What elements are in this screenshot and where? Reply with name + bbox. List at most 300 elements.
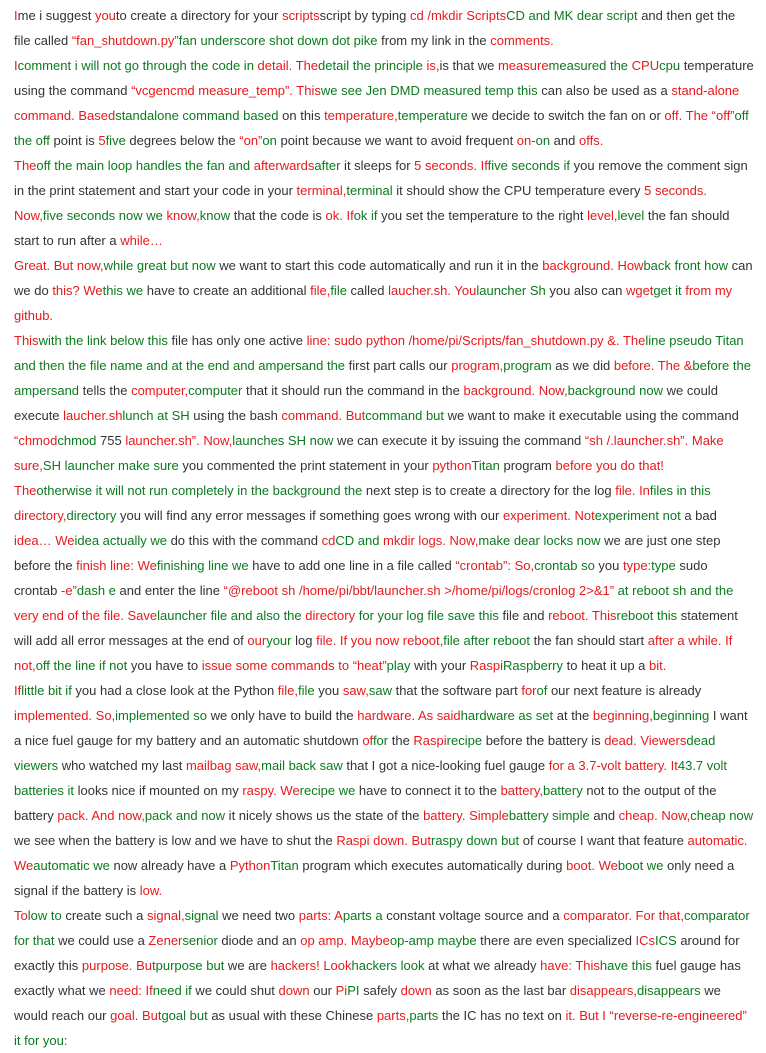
transcribed-text-segment: launcher file and also the xyxy=(157,608,306,623)
transcribed-text-segment: goal but xyxy=(161,1008,208,1023)
original-text-segment: Make sure, xyxy=(14,433,724,473)
transcribed-text-segment: raspy down but xyxy=(430,833,520,848)
text-segment: we decide to switch the fan on or xyxy=(467,108,665,123)
transcribed-text-segment: standalone command based xyxy=(115,108,279,123)
transcribed-text-segment: off the main loop handles the fan and xyxy=(36,158,254,173)
transcribed-text-segment: computer xyxy=(188,383,243,398)
text-segment: before the battery is xyxy=(482,733,605,748)
original-text-segment: The xyxy=(14,483,37,498)
original-text-segment: If xyxy=(145,983,153,998)
text-segment: have to add one line in a file called xyxy=(248,558,456,573)
text-segment: log xyxy=(291,633,317,648)
original-text-segment: detail. xyxy=(257,58,296,73)
original-text-segment: after a while. xyxy=(647,633,726,648)
transcribed-text-segment: lunch at SH xyxy=(122,408,190,423)
transcribed-text-segment: directory xyxy=(66,508,117,523)
text-segment: we need two xyxy=(218,908,299,923)
original-text-segment: 5 xyxy=(98,133,106,148)
original-text-segment: Now, xyxy=(538,383,568,398)
original-text-segment: 5 seconds. xyxy=(414,158,481,173)
original-text-segment: Raspi xyxy=(469,658,504,673)
transcribed-text-segment: your xyxy=(266,633,292,648)
original-text-segment: bit. xyxy=(649,658,667,673)
text-segment: you also can xyxy=(545,283,626,298)
text-segment: and xyxy=(550,133,579,148)
original-text-segment: reboot. xyxy=(548,608,592,623)
original-text-segment: comments. xyxy=(490,33,554,48)
text-segment: diode and an xyxy=(217,933,301,948)
transcribed-text-segment: back front how xyxy=(643,258,728,273)
original-text-segment: Pi xyxy=(335,983,348,998)
transcribed-text-segment: saw xyxy=(368,683,392,698)
text-segment: as usual with these Chinese xyxy=(207,1008,377,1023)
text-segment: create such a xyxy=(61,908,147,923)
text-segment: we are xyxy=(224,958,271,973)
transcribed-text-segment: cpu xyxy=(659,58,681,73)
transcribed-text-segment: pack and now xyxy=(144,808,226,823)
original-text-segment: Save xyxy=(127,608,158,623)
transcribed-text-segment: get it xyxy=(653,283,686,298)
transcribed-text-segment: op-amp maybe xyxy=(389,933,477,948)
original-text-segment: This xyxy=(14,333,39,348)
original-text-segment: issue some commands to xyxy=(201,658,353,673)
transcribed-text-segment: otherwise it will not run completely in the background the xyxy=(36,483,363,498)
original-text-segment: And now, xyxy=(91,808,145,823)
text-segment: we want to make it executable using the command xyxy=(444,408,739,423)
transcribed-text-segment: dead viewers xyxy=(14,733,716,773)
original-text-segment: But xyxy=(136,958,156,973)
text-segment: who watched my last xyxy=(58,758,186,773)
original-text-segment: this? xyxy=(52,283,84,298)
original-text-segment: “sh /.launcher.sh”. xyxy=(584,433,692,448)
original-text-segment: The xyxy=(622,333,646,348)
original-text-segment: 5 seconds. xyxy=(644,183,707,198)
text-segment: that it should run the command in the xyxy=(242,383,464,398)
original-text-segment: file. xyxy=(615,483,640,498)
original-text-segment: If xyxy=(14,683,22,698)
original-text-segment: In xyxy=(639,483,650,498)
original-text-segment: ICs xyxy=(635,933,656,948)
original-text-segment: parts, xyxy=(376,1008,410,1023)
transcribed-text-segment: level xyxy=(617,208,645,223)
text-segment: can we do xyxy=(14,258,753,298)
transcribed-text-segment: parts a xyxy=(342,908,383,923)
transcribed-text-segment: reboot this xyxy=(616,608,678,623)
original-text-segment: CPU xyxy=(631,58,660,73)
transcribed-text-segment: disappears xyxy=(637,983,701,998)
text-segment: you will find any error messages if something goes wrong with our xyxy=(116,508,503,523)
transcribed-text-segment: of xyxy=(536,683,548,698)
original-text-segment: This xyxy=(575,958,600,973)
transcribed-text-segment: background now xyxy=(567,383,663,398)
original-text-segment: For that, xyxy=(635,908,684,923)
transcribed-text-segment: this we xyxy=(102,283,144,298)
text-segment: on this xyxy=(278,108,325,123)
original-text-segment: low. xyxy=(139,883,163,898)
original-text-segment: automatic. xyxy=(687,833,748,848)
transcribed-text-segment: launches SH now xyxy=(232,433,334,448)
text-segment: at the xyxy=(553,708,593,723)
original-text-segment: cd /mkdir Scripts xyxy=(410,8,507,23)
original-text-segment: goal. xyxy=(110,1008,142,1023)
transcribed-text-segment: five xyxy=(105,133,126,148)
text-segment: and then get the file called xyxy=(14,8,736,48)
original-text-segment: our xyxy=(247,633,267,648)
original-text-segment: terminal, xyxy=(296,183,347,198)
transcribed-text-segment: ICS xyxy=(655,933,677,948)
transcribed-text-segment: five seconds if xyxy=(487,158,571,173)
text-segment: script by typing xyxy=(319,8,410,23)
text-segment: you have to xyxy=(127,658,202,673)
text-segment: you commented the print statement in your xyxy=(178,458,433,473)
original-text-segment: file. xyxy=(316,633,340,648)
original-text-segment: “reverse-re-engineered” xyxy=(609,1008,747,1023)
text-segment: you xyxy=(314,683,343,698)
text-segment: to heat it up a xyxy=(563,658,650,673)
original-text-segment: have: xyxy=(540,958,576,973)
original-text-segment: cd xyxy=(321,533,336,548)
text-segment: we want to start this code automatically and run it in the xyxy=(215,258,543,273)
text-segment: me i suggest xyxy=(17,8,95,23)
original-text-segment: We xyxy=(55,533,75,548)
original-text-segment: know, xyxy=(166,208,200,223)
transcribed-text-segment: hackers look xyxy=(351,958,425,973)
original-text-segment: I xyxy=(14,58,18,73)
original-text-segment: But I xyxy=(579,1008,610,1023)
text-segment: tells the xyxy=(79,383,132,398)
text-segment: do this with the command xyxy=(166,533,322,548)
original-text-segment: The xyxy=(295,58,319,73)
transcribed-text-segment: off the off xyxy=(14,108,749,148)
original-text-segment: file, xyxy=(310,283,331,298)
original-text-segment: So, xyxy=(514,558,535,573)
transcribed-text-segment: we see Jen DMD measured temp this xyxy=(320,83,538,98)
text-segment: and xyxy=(589,808,619,823)
paragraph xyxy=(14,3,754,53)
transcribed-text-segment: low to xyxy=(27,908,62,923)
text-segment: is that we xyxy=(439,58,498,73)
original-text-segment: Based xyxy=(78,108,116,123)
original-text-segment: line: xyxy=(306,333,335,348)
original-text-segment: it. xyxy=(565,1008,580,1023)
text-segment: looks nice if mounted on my xyxy=(73,783,243,798)
transcribed-text-segment: line pseudo Titan and then the file name and at the end and ampersand the xyxy=(14,333,744,373)
paragraph xyxy=(14,478,754,678)
transcribed-text-segment: with the link below this xyxy=(38,333,168,348)
original-text-segment: temperature, xyxy=(324,108,398,123)
text-segment: constant voltage source and a xyxy=(382,908,564,923)
text-segment: we could use a xyxy=(54,933,149,948)
original-text-segment: experiment. xyxy=(502,508,575,523)
original-text-segment: boot. xyxy=(566,858,599,873)
original-text-segment: “off” xyxy=(711,108,735,123)
original-text-segment: implemented. xyxy=(14,708,96,723)
text-segment: it nicely shows us the state of the xyxy=(225,808,424,823)
original-text-segment: directory, xyxy=(14,508,67,523)
original-text-segment: The xyxy=(685,108,712,123)
transcribed-text-segment: battery xyxy=(542,783,583,798)
transcribed-text-segment: have this xyxy=(599,958,652,973)
transcribed-text-segment: SH launcher make sure xyxy=(42,458,179,473)
transcribed-text-segment: recipe we xyxy=(299,783,356,798)
transcribed-text-segment: cheap now xyxy=(690,808,754,823)
transcribed-text-segment: Titan xyxy=(471,458,500,473)
original-text-segment: you xyxy=(94,8,116,23)
transcribed-text-segment: after xyxy=(314,158,341,173)
original-text-segment: scripts xyxy=(282,8,320,23)
original-text-segment: Look xyxy=(323,958,352,973)
transcribed-text-segment: experiment not xyxy=(594,508,681,523)
original-text-segment: A xyxy=(334,908,343,923)
original-text-segment: But xyxy=(345,408,366,423)
transcribed-text-segment: file after reboot xyxy=(443,633,530,648)
original-text-segment: “vcgencmd measure_temp”. xyxy=(131,83,297,98)
transcribed-text-segment: battery simple xyxy=(508,808,590,823)
transcribed-text-segment: automatic we xyxy=(33,858,110,873)
transcribed-text-segment: CD and MK dear script xyxy=(506,8,638,23)
original-text-segment: Raspi xyxy=(413,733,447,748)
transcribed-text-segment: file xyxy=(330,283,347,298)
original-text-segment: ok. xyxy=(325,208,347,223)
text-segment: next step is to create a directory for the log xyxy=(362,483,616,498)
text-segment: you remove the comment sign in the print statement and start your code in your xyxy=(14,158,748,198)
transcribed-text-segment: at reboot sh and the xyxy=(614,583,734,598)
text-segment: around for exactly this xyxy=(14,933,740,973)
text-segment: from my link in the xyxy=(377,33,491,48)
original-text-segment: If you now reboot, xyxy=(339,633,444,648)
paragraph xyxy=(14,53,754,153)
text-segment: a bad xyxy=(680,508,717,523)
text-segment: degrees below the xyxy=(125,133,240,148)
text-segment: point because we want to avoid frequent xyxy=(276,133,517,148)
text-segment: we can execute it by issuing the command xyxy=(333,433,585,448)
transcribed-text-segment: detail the principle xyxy=(318,58,427,73)
original-text-segment: “crontab”: xyxy=(455,558,515,573)
paragraph xyxy=(14,678,754,903)
original-text-segment: of xyxy=(362,733,373,748)
original-text-segment: But xyxy=(411,833,431,848)
transcribed-text-segment: file xyxy=(298,683,315,698)
original-text-segment: mailbag saw, xyxy=(185,758,262,773)
transcribed-text-segment: finishing line we xyxy=(156,558,249,573)
original-text-segment: -e” xyxy=(60,583,77,598)
original-text-segment: for xyxy=(521,683,537,698)
text-segment: you xyxy=(594,558,623,573)
text-segment: we could execute xyxy=(14,383,718,423)
original-text-segment: Maybe xyxy=(350,933,390,948)
transcribed-text-segment: files in this xyxy=(649,483,711,498)
original-text-segment: offs. xyxy=(578,133,604,148)
original-text-segment: directory xyxy=(305,608,356,623)
text-segment: it should show the CPU temperature every xyxy=(392,183,645,198)
original-text-segment: python xyxy=(432,458,472,473)
text-segment: that the code is xyxy=(230,208,326,223)
original-text-segment: finish line: xyxy=(76,558,138,573)
original-text-segment: “heat” xyxy=(352,658,387,673)
original-text-segment: hackers! xyxy=(270,958,324,973)
original-text-segment: pack. xyxy=(57,808,92,823)
original-text-segment: “chmod xyxy=(14,433,58,448)
transcribed-text-segment: mail back saw xyxy=(261,758,343,773)
transcribed-text-segment: five seconds now we xyxy=(42,208,167,223)
text-segment: first part calls our xyxy=(345,358,452,373)
original-text-segment: before. xyxy=(613,358,658,373)
transcribed-text-segment: chmod xyxy=(57,433,97,448)
transcribed-text-segment: idea actually we xyxy=(74,533,167,548)
original-text-segment: disappears, xyxy=(569,983,637,998)
original-text-segment: Python xyxy=(229,858,271,873)
original-text-segment: “on” xyxy=(239,133,263,148)
text-segment: program xyxy=(499,458,556,473)
original-text-segment: Great. xyxy=(14,258,54,273)
text-segment: statement will add all error messages at the end of xyxy=(14,608,738,648)
transcribed-text-segment: on xyxy=(262,133,277,148)
original-text-segment: “fan_shutdown.py” xyxy=(71,33,179,48)
text-segment: 755 xyxy=(96,433,126,448)
original-text-segment: is, xyxy=(426,58,440,73)
original-text-segment: Raspi down. xyxy=(336,833,412,848)
original-text-segment: & xyxy=(683,358,693,373)
text-segment: we are just one step before the xyxy=(14,533,721,573)
paragraph xyxy=(14,253,754,328)
transcribed-text-segment: for xyxy=(372,733,389,748)
text-segment: there are even specialized xyxy=(476,933,636,948)
transcribed-text-segment: senior xyxy=(182,933,218,948)
original-text-segment: from my github. xyxy=(14,283,733,323)
original-text-segment: We xyxy=(83,283,103,298)
transcribed-text-segment: on xyxy=(535,133,551,148)
original-text-segment: raspy. xyxy=(242,783,281,798)
text-segment: that the software part xyxy=(391,683,522,698)
original-text-segment: beginning, xyxy=(592,708,653,723)
text-segment: with your xyxy=(410,658,470,673)
original-text-segment: The xyxy=(14,158,37,173)
transcribed-text-segment: boot we xyxy=(617,858,664,873)
original-text-segment: This xyxy=(591,608,617,623)
original-text-segment: I xyxy=(14,8,18,23)
transcribed-text-segment: off the line if not xyxy=(35,658,128,673)
paragraph xyxy=(14,153,754,203)
original-text-segment: Zener xyxy=(148,933,183,948)
text-segment: can also be used as a xyxy=(537,83,672,98)
original-text-segment: If xyxy=(346,208,354,223)
text-segment: I want a nice fuel gauge for my battery and an automatic shutdown xyxy=(14,708,748,748)
original-text-segment: We xyxy=(598,858,618,873)
original-text-segment: Viewers xyxy=(640,733,687,748)
transcribed-text-segment: for your log file save this xyxy=(355,608,499,623)
original-text-segment: comparator. xyxy=(563,908,636,923)
original-text-segment: You xyxy=(454,283,477,298)
text-segment: to create a directory for your xyxy=(115,8,283,23)
transcribed-text-segment: launcher Sh xyxy=(476,283,546,298)
original-text-segment: on- xyxy=(516,133,536,148)
paragraph xyxy=(14,328,754,478)
original-text-segment: for a 3.7-volt battery. xyxy=(548,758,671,773)
text-segment: the fan should start to run after a xyxy=(14,208,730,248)
original-text-segment: mkdir logs. xyxy=(383,533,450,548)
original-text-segment: This xyxy=(296,83,321,98)
original-text-segment: laucher.sh. xyxy=(388,283,455,298)
transcribed-text-segment: need if xyxy=(152,983,192,998)
text-segment: that I got a nice-looking fuel gauge xyxy=(342,758,549,773)
transcribed-text-segment: before the ampersand xyxy=(14,358,751,398)
transcribed-text-segment: dash e xyxy=(76,583,116,598)
transcribed-text-segment: little bit if xyxy=(21,683,72,698)
transcribed-text-segment: PI xyxy=(347,983,360,998)
original-text-segment: background. xyxy=(542,258,618,273)
original-text-segment: launcher.sh”. xyxy=(125,433,204,448)
original-text-segment: stand-alone command. xyxy=(14,83,740,123)
original-text-segment: very end of the file. xyxy=(14,608,128,623)
text-segment: called xyxy=(346,283,389,298)
original-text-segment: signal, xyxy=(146,908,185,923)
original-text-segment: parts: xyxy=(298,908,335,923)
text-segment: we only have to build the xyxy=(206,708,358,723)
original-text-segment: off. xyxy=(664,108,686,123)
text-segment: fuel gauge has exactly what we xyxy=(14,958,741,998)
original-text-segment: while… xyxy=(120,233,163,248)
transcribed-text-segment: Raspberry xyxy=(503,658,563,673)
original-text-segment: Not xyxy=(574,508,595,523)
transcribed-text-segment: type xyxy=(651,558,676,573)
paragraph xyxy=(14,903,754,1053)
original-text-segment: afterwards xyxy=(253,158,315,173)
transcribed-text-segment: terminal xyxy=(346,183,393,198)
original-text-segment: If not, xyxy=(14,633,733,673)
transcribed-text-segment: play xyxy=(386,658,411,673)
text-segment: and enter the line xyxy=(115,583,224,598)
transcribed-text-segment: 43.7 volt batteries it xyxy=(14,758,728,798)
original-text-segment: sudo python /home/pi/Scripts/fan_shutdown.py &. xyxy=(334,333,623,348)
text-segment: file has only one active xyxy=(167,333,307,348)
transcribed-text-segment: Titan xyxy=(270,858,299,873)
transcribed-text-segment: parts xyxy=(409,1008,439,1023)
original-text-segment: battery, xyxy=(500,783,543,798)
text-segment: point is xyxy=(49,133,99,148)
original-text-segment: saw, xyxy=(342,683,369,698)
text-segment: you set the temperature to the right xyxy=(377,208,588,223)
original-text-segment: computer, xyxy=(131,383,189,398)
original-text-segment: If xyxy=(480,158,488,173)
original-text-segment: Now, xyxy=(661,808,691,823)
original-text-segment: battery. xyxy=(423,808,470,823)
transcribed-text-segment: know xyxy=(199,208,231,223)
original-text-segment: Now, xyxy=(449,533,479,548)
transcribed-text-segment: while great but now xyxy=(103,258,216,273)
original-text-segment: As said xyxy=(417,708,461,723)
original-text-segment: op amp. xyxy=(300,933,351,948)
original-text-segment: command. xyxy=(281,408,346,423)
text-segment: have to create an additional xyxy=(143,283,311,298)
transcribed-text-segment: make dear locks now xyxy=(478,533,601,548)
transcribed-text-segment: beginning xyxy=(652,708,710,723)
original-text-segment: down xyxy=(278,983,310,998)
text-segment: safely xyxy=(359,983,401,998)
original-text-segment: We xyxy=(14,858,34,873)
transcribed-text-segment: signal xyxy=(184,908,219,923)
original-text-segment: measure xyxy=(497,58,549,73)
transcribed-text-segment: measured the xyxy=(548,58,632,73)
transcribed-text-segment: purpose but xyxy=(155,958,225,973)
text-segment: only need a signal if the battery is xyxy=(14,858,735,898)
original-text-segment: But xyxy=(141,1008,162,1023)
text-segment: not to the output of the battery xyxy=(14,783,717,823)
original-text-segment: We xyxy=(280,783,300,798)
transcribed-text-segment: command but xyxy=(365,408,445,423)
transcribed-text-segment: crontab so xyxy=(534,558,595,573)
original-text-segment: laucher.sh xyxy=(63,408,123,423)
original-text-segment: So, xyxy=(95,708,116,723)
